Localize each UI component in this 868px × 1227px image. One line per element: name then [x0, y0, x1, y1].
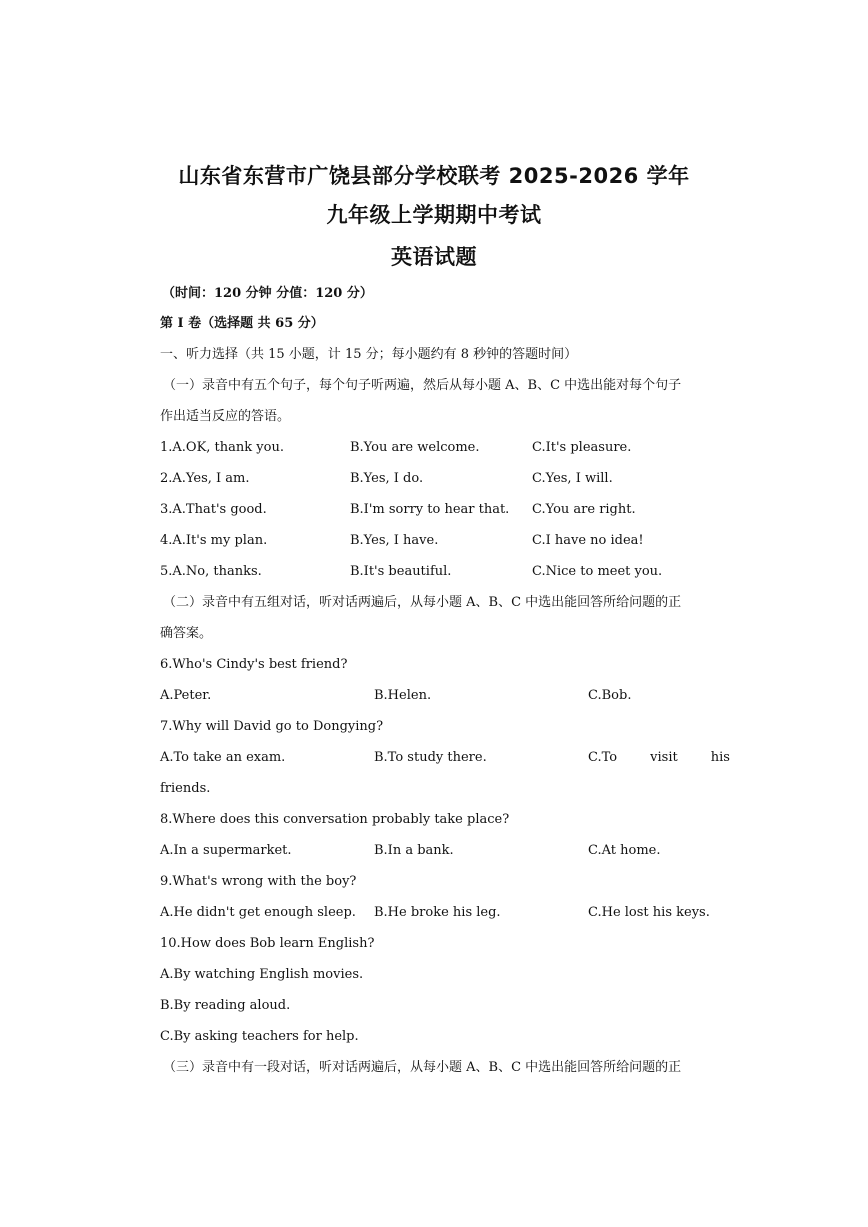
volume-heading: 第 I 卷（选择题 共 65 分） — [160, 316, 324, 331]
question-stem: 9.What's wrong with the boy? — [160, 874, 357, 889]
option-b: B.By reading aloud. — [160, 998, 291, 1013]
part2-instruction-line2: 确答案。 — [160, 626, 213, 641]
option-a: A.He didn't get enough sleep. — [160, 905, 356, 920]
option-b: B.Yes, I have. — [350, 533, 439, 548]
option-c-continuation: friends. — [160, 781, 211, 796]
option-b: B.Helen. — [374, 688, 432, 703]
question-stem: 8.Where does this conversation probably take place? — [160, 812, 510, 827]
option-c: C.It's pleasure. — [532, 440, 632, 455]
option-a: 3.A.That's good. — [160, 502, 267, 517]
option-a: A.By watching English movies. — [160, 967, 364, 982]
option-a: A.Peter. — [160, 688, 212, 703]
exam-title-line1: 山东省东营市广饶县部分学校联考 2025-2026 学年 — [178, 164, 690, 188]
option-c: C.Bob. — [588, 688, 632, 703]
option-c: C.Yes, I will. — [532, 471, 613, 486]
time-score-info: （时间：120 分钟 分值：120 分） — [162, 286, 373, 301]
part2-instruction-line1: （二）录音中有五组对话，听对话两遍后，从每小题 A、B、C 中选出能回答所给问题的正 — [163, 595, 682, 610]
option-c: C.I have no idea! — [532, 533, 644, 548]
option-a: A.To take an exam. — [160, 750, 286, 765]
exam-title-line3: 英语试题 — [391, 245, 477, 269]
option-c: C.You are right. — [532, 502, 636, 517]
option-c: C.Nice to meet you. — [532, 564, 663, 579]
option-b: B.You are welcome. — [350, 440, 480, 455]
option-c: C.To visit his — [588, 750, 730, 765]
option-c: C.He lost his keys. — [588, 905, 710, 920]
section1-heading: 一、听力选择（共 15 小题，计 15 分；每小题约有 8 秒钟的答题时间） — [160, 347, 578, 362]
part1-instruction-line2: 作出适当反应的答语。 — [160, 409, 291, 424]
question-stem: 7.Why will David go to Dongying? — [160, 719, 384, 734]
exam-title-line2: 九年级上学期期中考试 — [326, 203, 542, 227]
option-b: B.Yes, I do. — [350, 471, 424, 486]
question-stem: 10.How does Bob learn English? — [160, 936, 375, 951]
option-b: B.In a bank. — [374, 843, 454, 858]
part3-instruction-line1: （三）录音中有一段对话，听对话两遍后，从每小题 A、B、C 中选出能回答所给问题的正 — [163, 1060, 682, 1075]
option-a: 1.A.OK, thank you. — [160, 440, 284, 455]
option-a: A.In a supermarket. — [160, 843, 292, 858]
option-a: 5.A.No, thanks. — [160, 564, 262, 579]
question-stem: 6.Who's Cindy's best friend? — [160, 657, 348, 672]
option-a: 4.A.It's my plan. — [160, 533, 268, 548]
part1-instruction-line1: （一）录音中有五个句子，每个句子听两遍，然后从每小题 A、B、C 中选出能对每个句子 — [163, 378, 682, 393]
option-b: B.He broke his leg. — [374, 905, 501, 920]
option-a: 2.A.Yes, I am. — [160, 471, 250, 486]
option-b: B.To study there. — [374, 750, 487, 765]
option-c: C.At home. — [588, 843, 661, 858]
option-b: B.I'm sorry to hear that. — [350, 502, 510, 517]
option-c: C.By asking teachers for help. — [160, 1029, 359, 1044]
option-b: B.It's beautiful. — [350, 564, 452, 579]
